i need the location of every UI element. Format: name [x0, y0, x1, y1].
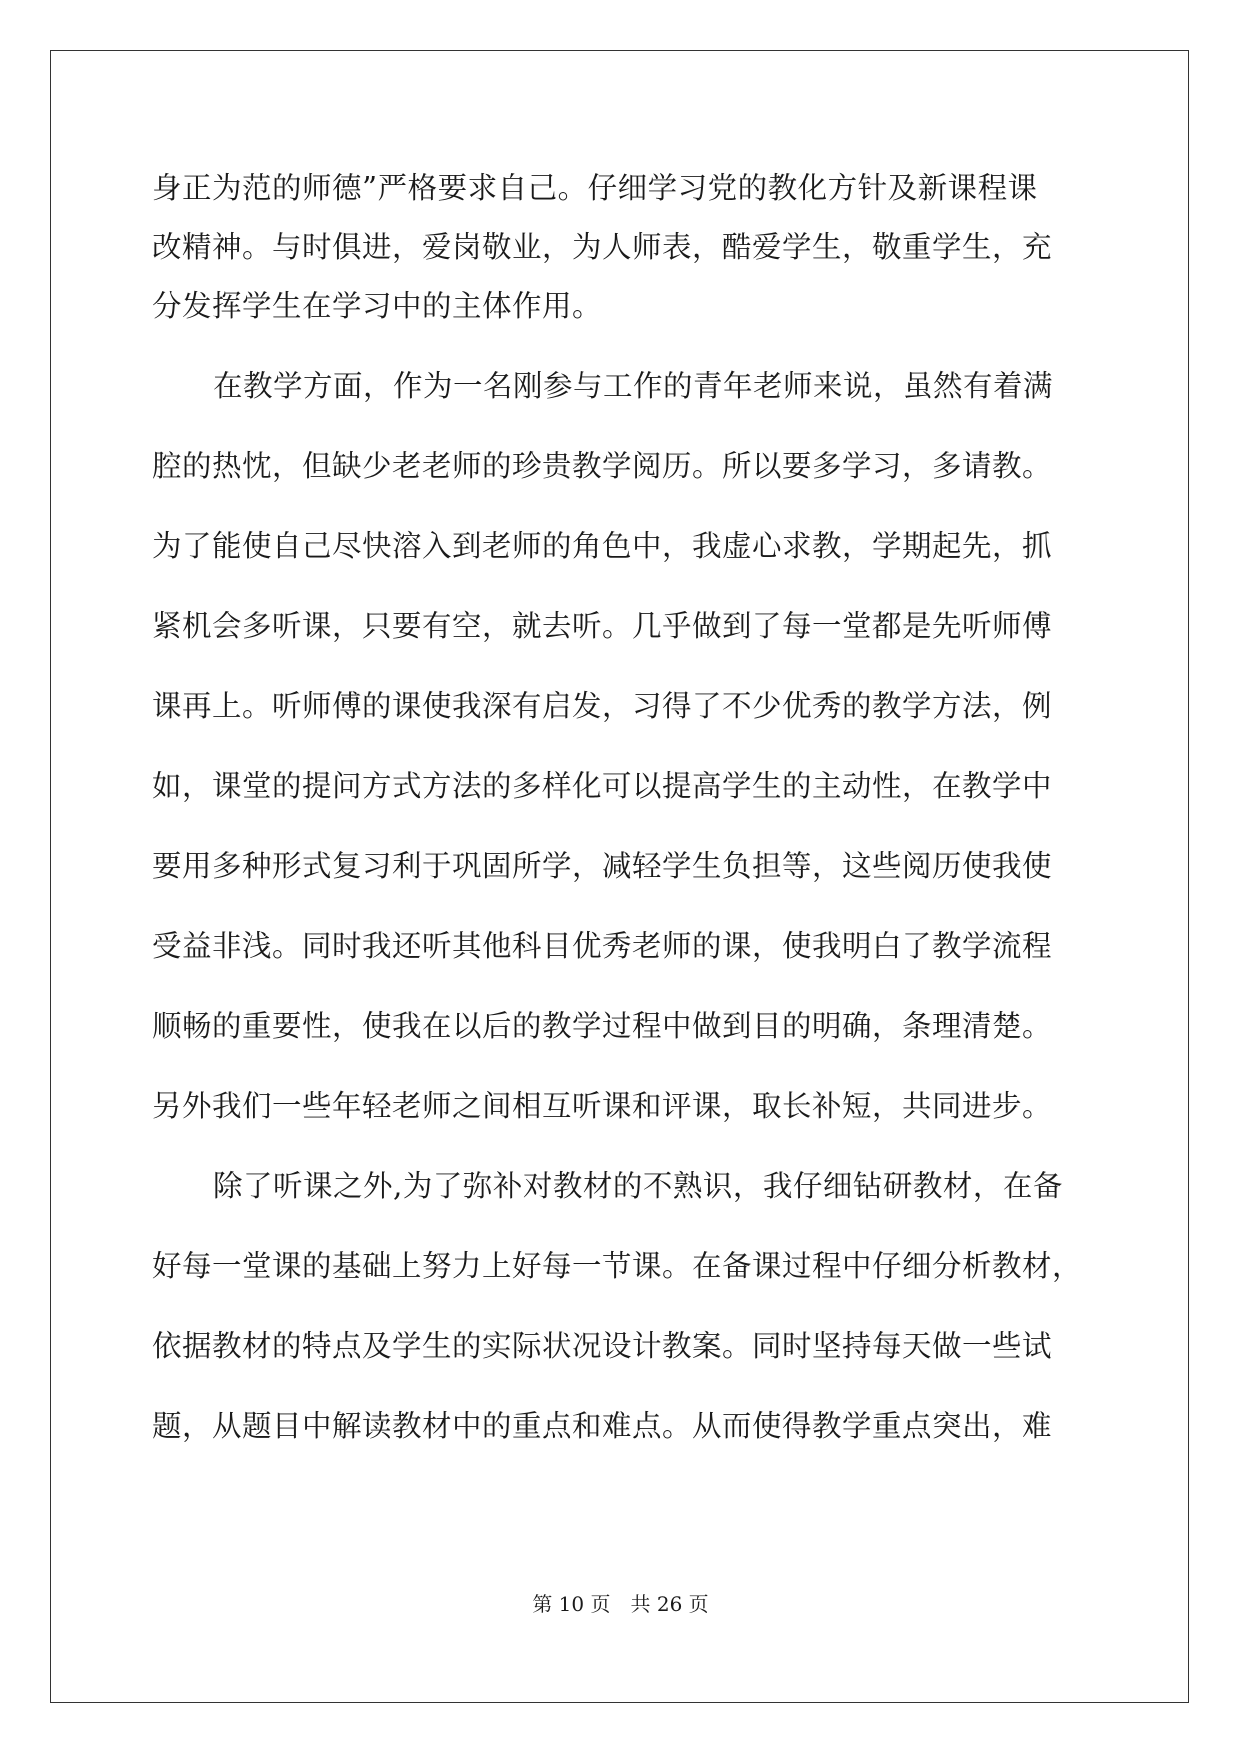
body-text-line-8: 课再上。听师傅的课使我深有启发，习得了不少优秀的教学方法，例: [152, 689, 1053, 723]
body-text-line-16: 依据教材的特点及学生的实际状况设计教案。同时坚持每天做一些试: [152, 1329, 1053, 1363]
body-text-line-10: 要用多种形式复习利于巩固所学，减轻学生负担等，这些阅历使我使: [152, 849, 1053, 883]
body-text-line-12: 顺畅的重要性，使我在以后的教学过程中做到目的明确，条理清楚。: [152, 1009, 1053, 1043]
body-text-line-9: 如，课堂的提问方式方法的多样化可以提高学生的主动性，在教学中: [152, 769, 1053, 803]
body-text-line-7: 紧机会多听课，只要有空，就去听。几乎做到了每一堂都是先听师傅: [152, 609, 1053, 643]
body-text-line-4: 在教学方面，作为一名刚参与工作的青年老师来说，虽然有着满: [213, 369, 1054, 403]
body-text-line-17: 题，从题目中解读教材中的重点和难点。从而使得教学重点突出，难: [152, 1409, 1053, 1443]
body-text-line-13: 另外我们一些年轻老师之间相互听课和评课，取长补短，共同进步。: [152, 1089, 1053, 1123]
body-text-line-3: 分发挥学生在学习中的主体作用。: [152, 289, 603, 323]
page-number-footer: 第 10 页 共 26 页: [532, 1592, 709, 1616]
body-text-line-11: 受益非浅。同时我还听其他科目优秀老师的课，使我明白了教学流程: [152, 929, 1053, 963]
body-text-line-2: 改精神。与时俱进，爱岗敬业，为人师表，酷爱学生，敬重学生，充: [152, 230, 1053, 264]
body-text-line-6: 为了能使自己尽快溶入到老师的角色中，我虚心求教，学期起先，抓: [152, 529, 1053, 563]
body-text-line-14: 除了听课之外,为了弥补对教材的不熟识，我仔细钻研教材，在备: [213, 1169, 1063, 1203]
body-text-line-15: 好每一堂课的基础上努力上好每一节课。在备课过程中仔细分析教材，: [152, 1249, 1083, 1283]
body-text-line-5: 腔的热忱，但缺少老老师的珍贵教学阅历。所以要多学习，多请教。: [152, 449, 1053, 483]
body-text-line-1: 身正为范的师德”严格要求自己。仔细学习党的教化方针及新课程课: [152, 171, 1038, 205]
